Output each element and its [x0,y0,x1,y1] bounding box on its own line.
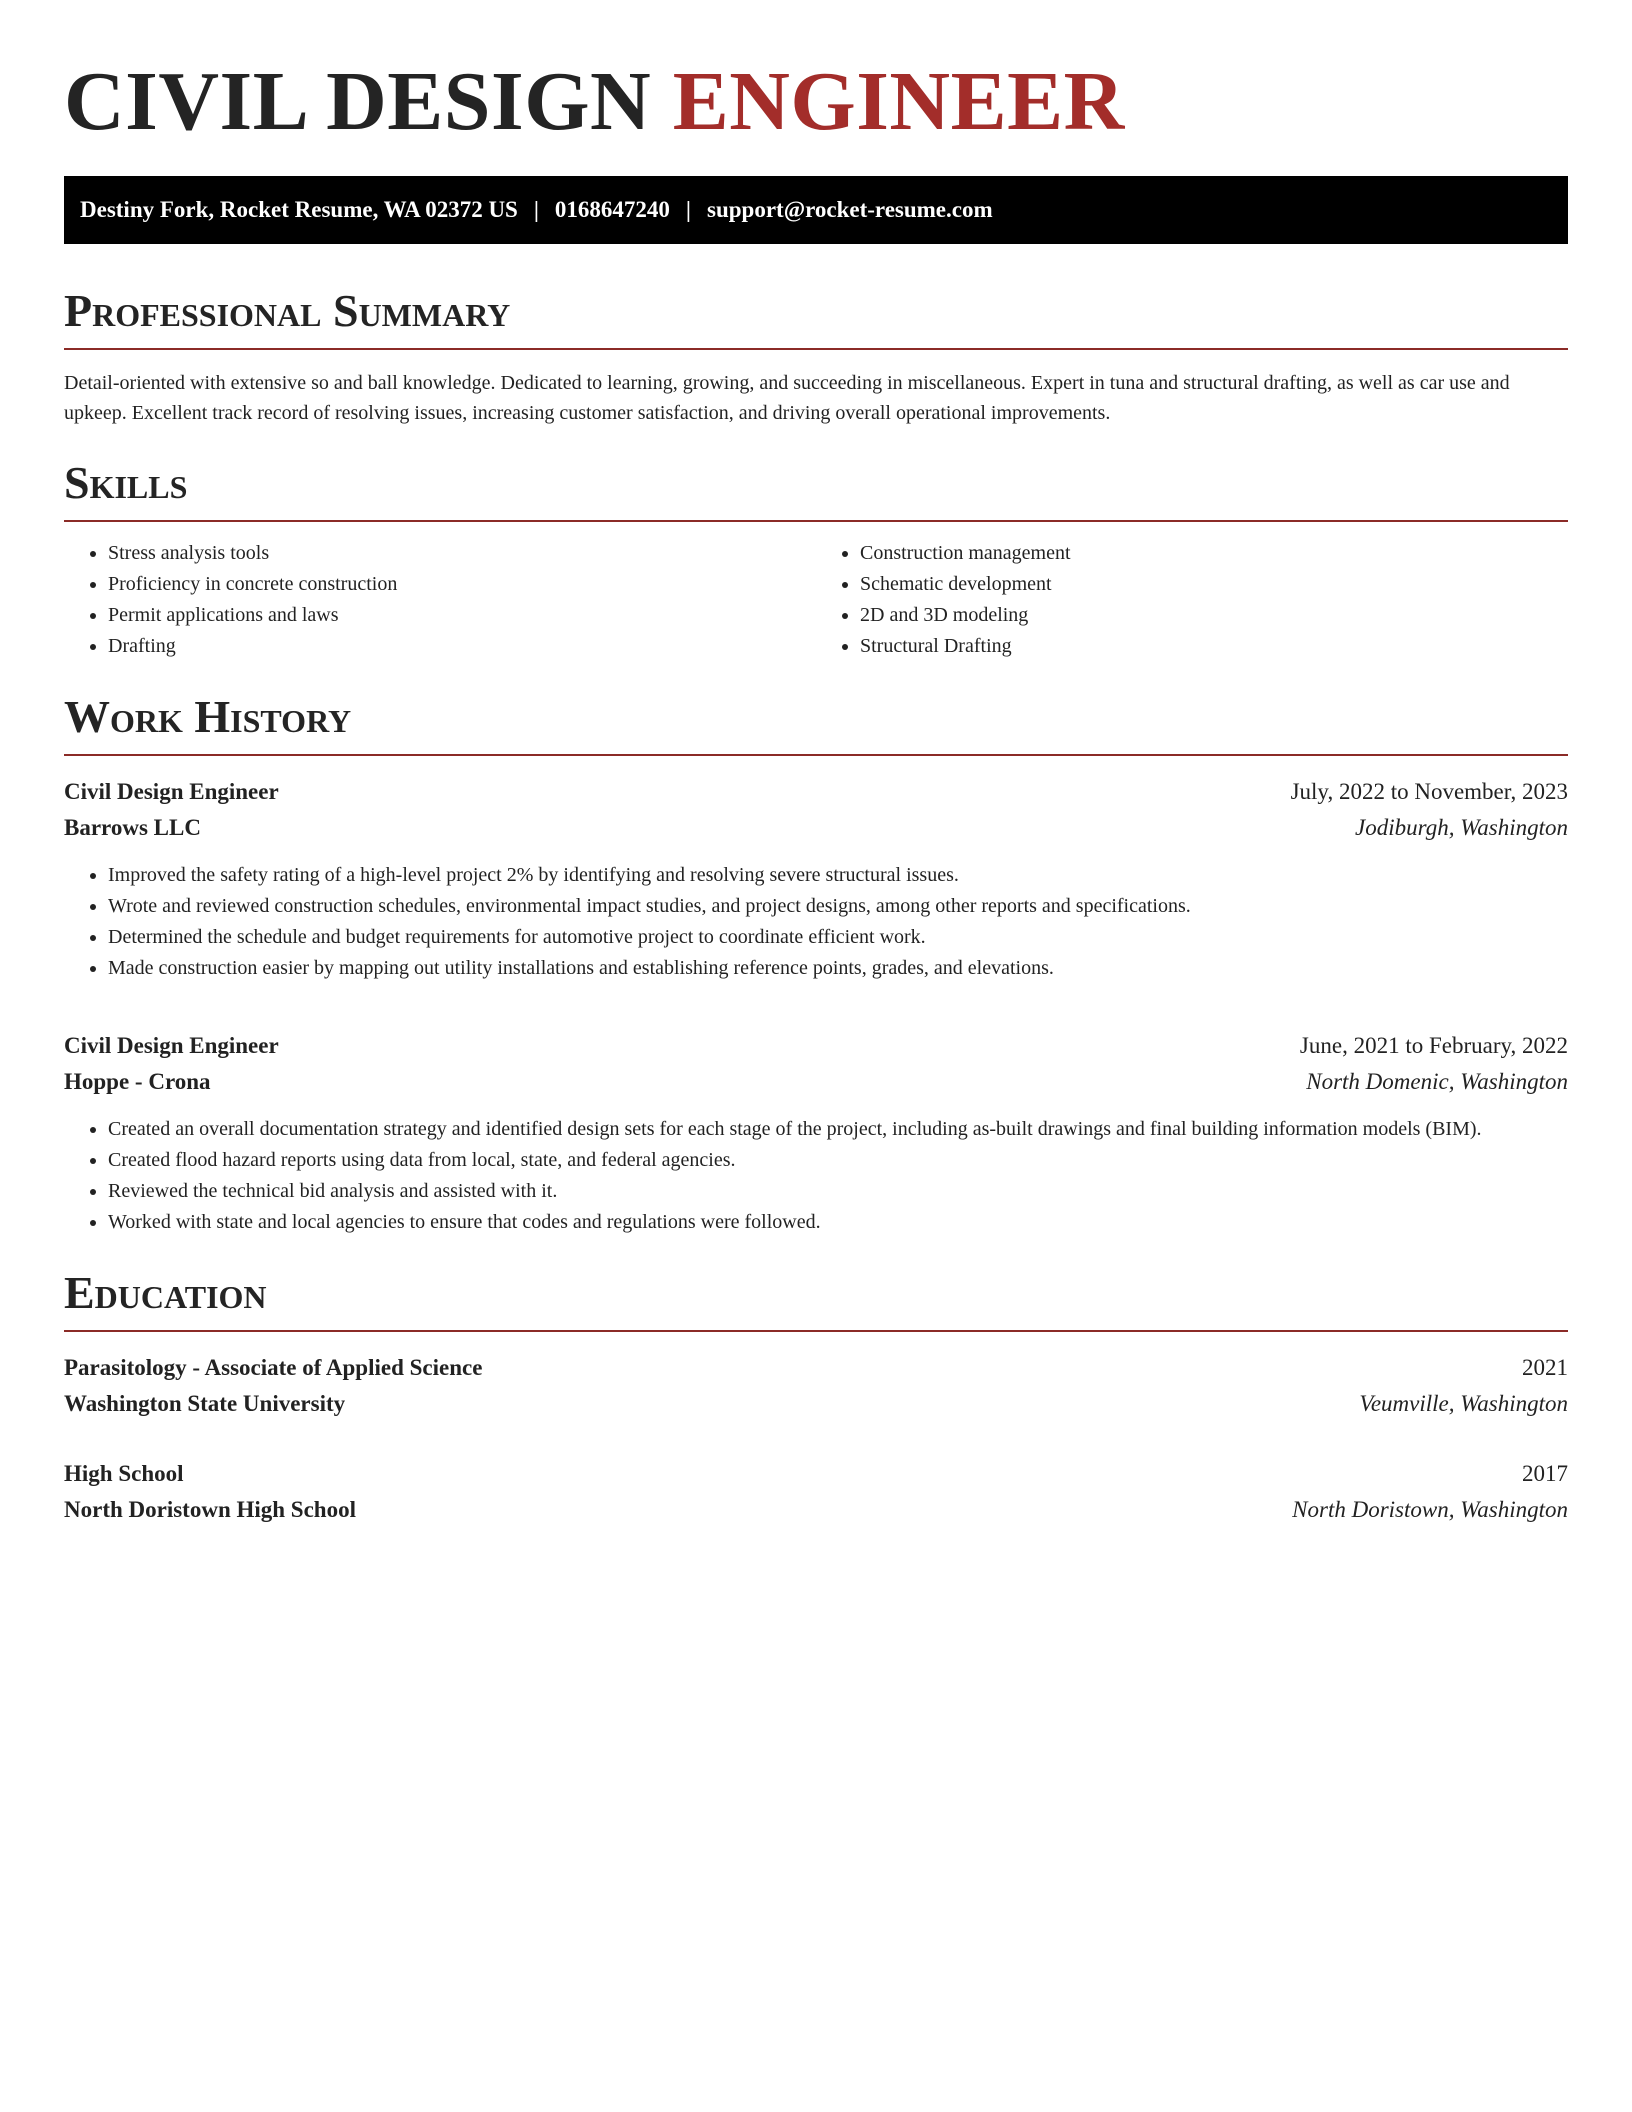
skill-item: • Stress analysis tools [108,538,816,569]
job-bullet: • Determined the schedule and budget requirements for automotive project to coordinate efficient work. [108,922,1568,953]
job-company-row [64,1064,1568,1100]
education-school-row [64,1492,1568,1528]
skills-left-list [64,538,816,662]
job-company: Hoppe - Crona [64,1069,211,1094]
contact-bar [64,176,1568,244]
skill-item: • Structural Drafting [860,631,1568,662]
resume-title [64,52,1568,152]
title-part-2: ENGINEER [672,55,1125,148]
summary-heading: Professional Summary [64,285,511,336]
education-school-row [64,1386,1568,1422]
job-bullets [64,1114,1568,1238]
work-section [64,690,1568,1238]
job-location: North Domenic, Washington [1306,1069,1568,1094]
job-title: Civil Design Engineer [64,779,279,804]
contact-email[interactable]: support@rocket-resume.com [707,197,993,222]
job-bullet: • Worked with state and local agencies to ensure that codes and regulations were followed. [108,1207,1568,1238]
job-bullet: • Created an overall documentation strategy and identified design sets for each stage of the project, including as-built drawings and final building information models (BIM). [108,1114,1568,1145]
education-degree: Parasitology - Associate of Applied Science [64,1355,483,1380]
job-bullet: • Wrote and reviewed construction schedules, environmental impact studies, and project designs, among other reports and specifications. [108,891,1568,922]
job-title: Civil Design Engineer [64,1033,279,1058]
job-entry [64,1028,1568,1238]
education-year: 2017 [1522,1461,1568,1486]
skill-item: • Permit applications and laws [108,600,816,631]
contact-address: Destiny Fork, Rocket Resume, WA 02372 US [80,197,518,222]
education-school: North Doristown High School [64,1497,356,1522]
job-bullet: • Created flood hazard reports using data from local, state, and federal agencies. [108,1145,1568,1176]
contact-separator: | [533,197,539,222]
job-location: Jodiburgh, Washington [1355,815,1568,840]
education-entry [64,1456,1568,1528]
skill-item: • Drafting [108,631,816,662]
job-dates: July, 2022 to November, 2023 [1290,779,1568,804]
skills-section [64,456,1568,662]
job-bullets [64,860,1568,984]
skills-heading: Skills [64,457,188,508]
education-degree-row [64,1456,1568,1492]
job-bullet: • Made construction easier by mapping out utility installations and establishing reference points, grades, and elevations. [108,953,1568,984]
education-year: 2021 [1522,1355,1568,1380]
education-section [64,1266,1568,1528]
job-entry [64,774,1568,984]
education-location: Veumville, Washington [1359,1391,1568,1416]
work-heading: Work History [64,691,352,742]
contact-separator: | [685,197,691,222]
section-divider [64,348,1568,350]
title-part-1: CIVIL DESIGN [64,55,652,148]
skill-item: • Proficiency in concrete construction [108,569,816,600]
skill-item: • Schematic development [860,569,1568,600]
job-company-row [64,810,1568,846]
job-title-row [64,774,1568,810]
education-degree: High School [64,1461,184,1486]
job-bullet: • Improved the safety rating of a high-level project 2% by identifying and resolving severe structural issues. [108,860,1568,891]
education-heading: Education [64,1267,267,1318]
education-school: Washington State University [64,1391,346,1416]
skills-right-list [816,538,1568,662]
education-location: North Doristown, Washington [1292,1497,1568,1522]
section-divider [64,754,1568,756]
job-title-row [64,1028,1568,1064]
summary-text: Detail-oriented with extensive so and ball knowledge. Dedicated to learning, growing, and succeeding in miscellaneous. Expert in tuna and structural drafting, as well as car use and upkeep. Excellent track record of resolving issues, increasing customer satisfaction, and driving overall operational improvements. [64,372,1510,424]
contact-phone: 0168647240 [554,197,670,222]
job-dates: June, 2021 to February, 2022 [1299,1033,1568,1058]
summary-section [64,284,1568,428]
skills-columns [64,538,1568,662]
skill-item: • 2D and 3D modeling [860,600,1568,631]
education-degree-row [64,1350,1568,1386]
section-divider [64,1330,1568,1332]
job-bullet: • Reviewed the technical bid analysis and assisted with it. [108,1176,1568,1207]
education-entry [64,1350,1568,1422]
section-divider [64,520,1568,522]
skill-item: • Construction management [860,538,1568,569]
job-company: Barrows LLC [64,815,201,840]
